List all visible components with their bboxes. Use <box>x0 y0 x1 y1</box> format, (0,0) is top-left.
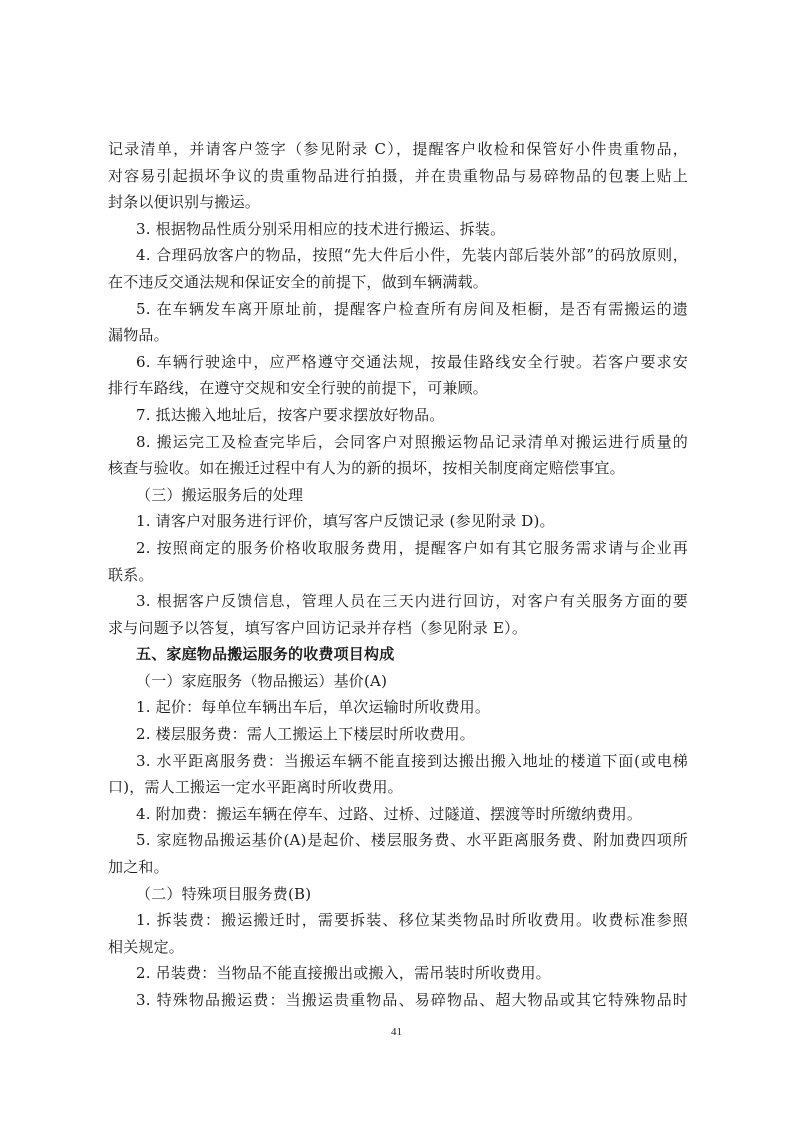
page-number: 41 <box>391 1026 402 1038</box>
text-line: 求与问题予以答复，填写客户回访记录并存档（参见附录 E）。 <box>108 618 528 637</box>
body-text <box>108 136 688 1014</box>
text-line: 排行车路线，在遵守交规和安全行驶的前提下，可兼顾。 <box>108 379 489 398</box>
subsection-heading: （三）搬运服务后的处理 <box>136 485 304 504</box>
list-item: 6. 车辆行驶途中，应严格遵守交通法规，按最佳路线安全行驶。若客户要求安 <box>136 352 688 371</box>
list-item: 1. 起价：每单位车辆出车后，单次运输时所收费用。 <box>136 698 491 717</box>
list-item: 8. 搬运完工及检查完毕后，会同客户对照搬运物品记录清单对搬运进行质量的 <box>136 432 688 451</box>
text-line: 相关规定。 <box>108 937 185 956</box>
list-item: 4. 附加费：搬运车辆在停车、过路、过桥、过隧道、摆渡等时所缴纳费用。 <box>136 804 643 823</box>
text-line: 记录清单，并请客户签字（参见附录 C），提醒客户收检和保管好小件贵重物品， <box>108 140 688 158</box>
list-item: 2. 按照商定的服务价格收取服务费用，提醒客户如有其它服务需求请与企业再 <box>136 538 688 557</box>
text-line: 核查与验收。如在搬迁过程中有人为的新的损坏，按相关制度商定赔偿事宜。 <box>108 459 625 478</box>
list-item: 5. 在车辆发车离开原址前，提醒客户检查所有房间及柜橱，是否有需搬运的遗 <box>136 299 688 318</box>
text-line: 在不违反交通法规和保证安全的前提下，做到车辆满载。 <box>108 272 489 291</box>
text-line: 封条以便识别与搬运。 <box>108 193 261 212</box>
list-item: 2. 楼层服务费：需人工搬运上下楼层时所收费用。 <box>136 725 475 744</box>
list-item: 2. 吊装费：当物品不能直接搬出或搬入，需吊装时所收费用。 <box>136 964 551 983</box>
text-line: 口)，需人工搬运一定水平距离时所收费用。 <box>108 778 403 797</box>
list-item: 4. 合理码放客户的物品，按照“先大件后小件，先装内部后装外部”的码放原则， <box>136 246 688 265</box>
text-line: 对容易引起损坏争议的贵重物品进行拍摄，并在贵重物品与易碎物品的包裹上贴上 <box>108 166 688 185</box>
text-line: 漏物品。 <box>108 326 169 345</box>
list-item: 3. 水平距离服务费：当搬运车辆不能直接到达搬出搬入地址的楼道下面(或电梯 <box>136 751 688 770</box>
list-item: 1. 请客户对服务进行评价，填写客户反馈记录 (参见附录 D)。 <box>136 512 555 531</box>
list-item: 3. 特殊物品搬运费：当搬运贵重物品、易碎物品、超大物品或其它特殊物品时 <box>136 991 688 1009</box>
list-item: 5. 家庭物品搬运基价(A)是起价、楼层服务费、水平距离服务费、附加费四项所 <box>136 831 688 850</box>
list-item: 1. 拆装费：搬运搬迁时，需要拆装、移位某类物品时所收费用。收费标准参照 <box>136 911 688 930</box>
list-item: 3. 根据物品性质分别采用相应的技术进行搬运、拆装。 <box>136 219 506 238</box>
section-heading: 五、家庭物品搬运服务的收费项目构成 <box>136 645 395 664</box>
list-item: 3. 根据客户反馈信息，管理人员在三天内进行回访，对客户有关服务方面的要 <box>136 592 688 611</box>
subsection-heading: （二）特殊项目服务费(B) <box>136 884 312 903</box>
text-line: 联系。 <box>108 565 154 584</box>
list-item: 7. 抵达搬入地址后，按客户要求摆放好物品。 <box>136 405 445 424</box>
subsection-heading: （一）家庭服务（物品搬运）基价(A) <box>136 671 388 690</box>
text-line: 加之和。 <box>108 858 169 877</box>
